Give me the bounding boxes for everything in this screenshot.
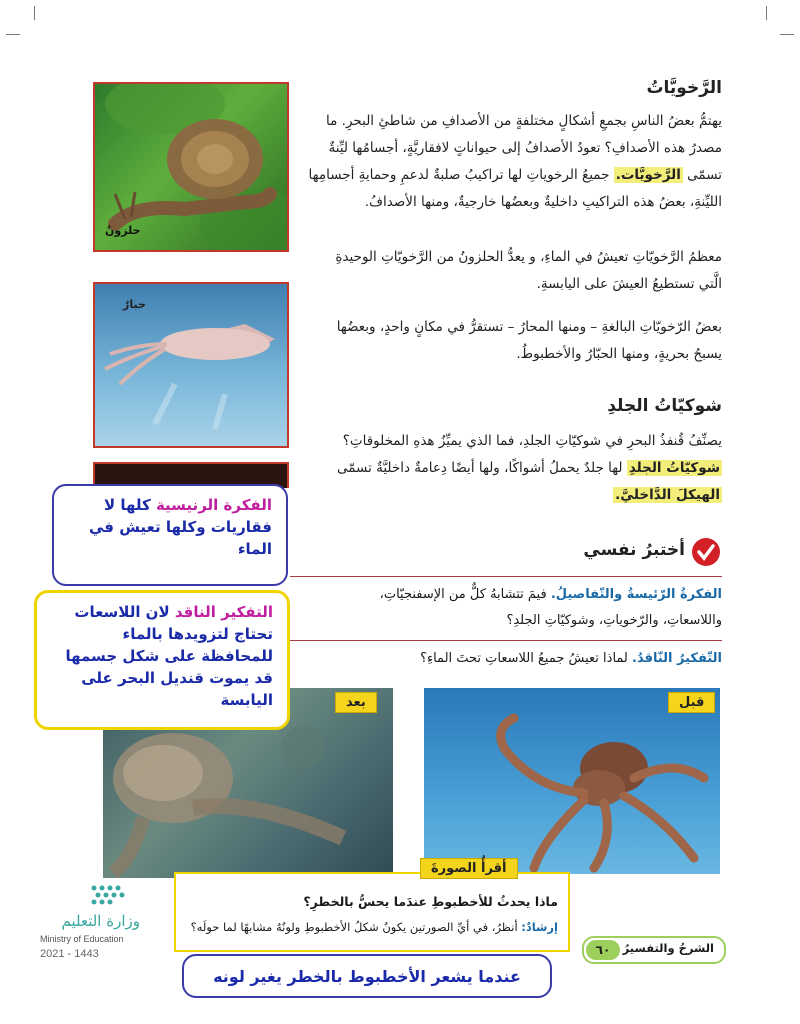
text-line: مصدرُ هذه الأصدافِ؟ تعودُ الأصدافُ إلى حيواناتٍ لافقاريَّةٍ، أجسامُها ليِّنةٌ [328,140,722,156]
text-fragment: لماذا تعيشُ جميعُ اللاسعاتِ تحتَ الماءِ؟ [420,651,628,666]
picture-caption-box [174,872,570,952]
caption-hint [178,920,558,934]
text-line [300,455,722,482]
text-fragment: لها جلدٌ يحملُ أشواكًا، ولها أيضًا دِعامةٌ داخليَّةٌ تسمّى [336,460,623,476]
section-title-echinoderms: شوكيّاتُ الجلدِ [607,396,722,416]
section-title-mollusks: الرَّخويَّاتُ [646,78,722,98]
self-test-question-1 [290,582,722,634]
question-label: التّفكيرُ النّاقدُ. [632,651,722,666]
echinoderms-paragraph [300,428,722,509]
mollusks-paragraph-3 [300,314,722,368]
text-fragment: فيمَ تتشابهُ كلٌّ من الإسفنجيّاتِ، [379,587,547,602]
footer-section-name: الشرحُ والتفسيرُ [622,941,714,955]
crop-mark [20,6,35,20]
before-tag: قبل [668,692,715,713]
highlighted-term: الهيكلَ الدَّاخليَّ. [615,487,720,503]
text-line: واللاسعاتِ، والرّخوياتِ، وشوكيّاتِ الجلدِ؟ [506,613,722,628]
note-text: لان اللاسعات تحتاج لتزويدها بالماء للمحافظة على شكل جسمها قد يموت قنديل البحر على اليابسة [65,603,273,709]
octopus-illustration [424,688,720,874]
mollusks-paragraph-1 [300,108,722,216]
text-line: يهتمُّ بعضُ الناسِ بجمعِ أشكالٍ مختلفةٍ من الأصدافِ من شاطئِ البحرِ. ما [326,113,722,129]
ministry-name-en: Ministry of Education [40,934,124,944]
highlighted-term: شوكيّاتُ الجلدِ [628,460,720,476]
divider [290,576,722,577]
question-label: الفكرةُ الرّئيسةُ والتّفاصيلُ. [550,587,722,602]
text-line: معظمُ الرَّخويّاتِ تعيشُ في الماءِ، و يعدُّ الحلزونُ من الرَّخويّاتِ الوحيدةِ [335,249,722,265]
page-number: ٦٠ [586,940,620,960]
after-tag: بعد [335,692,377,713]
text-line [290,582,722,608]
note-text: عندما يشعر الأخطبوط بالخطر يغير لونه [213,967,521,986]
ministry-logo-icon [88,882,128,906]
octopus-before-photo [424,688,720,874]
snail-label: حلزونٌ [105,224,141,237]
squid-photo [93,282,289,448]
footer-section-pill [582,936,726,964]
squid-label: حبارٌ [123,298,146,311]
note-text: كلها لا فقاريات وكلها تعيش في الماء [88,496,272,558]
note-main-idea [52,484,288,586]
hint-text: أنظرُ، في أيِّ الصورتين يكونُ شكلُ الأخطبوطِ ولونُهُ مشابهًا لما حولَه؟ [190,920,518,934]
self-test-title: أختبرُ نفسي [583,540,685,560]
edition-year: 2021 - 1443 [40,948,99,960]
caption-question: ماذا يحدثُ للأخطبوطِ عندَما يحسُّ بالخطرِ؟ [303,894,558,909]
text-line: الليِّنةِ، بعضُ هذه التراكيبِ داخليةٌ وبعضُها خارجيةٌ، ومنها الأصدافُ. [364,194,722,210]
mollusks-paragraph-2 [300,244,722,298]
text-line [300,482,722,509]
text-fragment: تسمّى [687,167,722,183]
check-icon [692,538,720,566]
crop-mark [780,20,794,35]
text-line: يصنِّفُ قُنفذُ البحرِ في شوكيّاتِ الجلدِ، فما الذي يميِّزُ هذهِ المخلوقاتِ؟ [342,433,722,449]
divider [290,640,722,641]
text-fragment: جميعُ الرخوياتِ لها تراكيبُ صلبةٌ لدعمِ وحمايةِ أجسامِها [308,167,610,183]
text-line [300,162,722,189]
hint-label: إرشادٌ: [521,920,558,934]
read-picture-tag: أقرأُ الصورةَ [420,858,518,879]
crop-mark [6,20,20,35]
note-answer [182,954,552,998]
note-critical-thinking [34,590,290,730]
note-label: الفكرة الرنيسية [155,496,272,514]
text-line: بعضُ الرّخويّاتِ البالغةِ – ومنها المحارُ – تستقرُّ في مكانٍ واحدٍ، وبعضُها [336,319,722,335]
text-line: الَّتي تستطيعُ العيشَ على اليابسةِ. [536,276,722,292]
text-line: يسبحُ بحريةٍ، ومنها الحبّارُ والأخطبوطُ. [516,346,722,362]
crop-mark [766,6,781,20]
note-label: التفكير الناقد [174,603,273,621]
snail-photo [93,82,289,252]
ministry-name-ar: وزارة التعليم [61,912,140,930]
self-test-question-2 [290,646,722,672]
highlighted-term: الرَّخويَّات. [615,167,681,183]
